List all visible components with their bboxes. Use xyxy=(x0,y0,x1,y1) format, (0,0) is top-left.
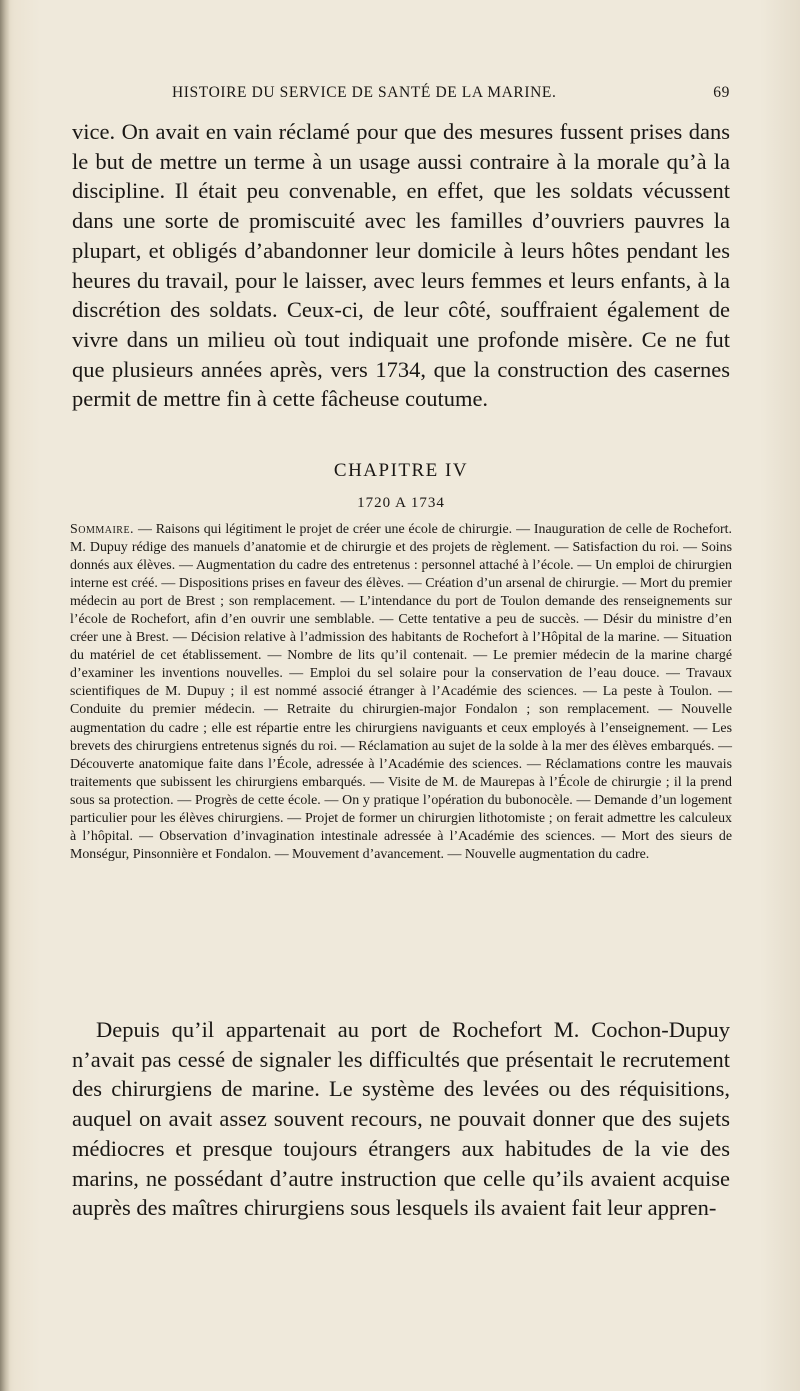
chapter-summary xyxy=(70,521,732,864)
page-gutter-shadow xyxy=(0,0,10,1391)
chapter-title: CHAPITRE IV xyxy=(333,460,469,481)
body-paragraph-1: vice. On avait en vain réclamé pour que des mesures fussent prises dans le but de mettre un terme à un usage aussi contraire à la morale qu’à la discipline. Il était peu convenable, en effet, que les soldats vécussent dans une sorte de promiscuité avec les familles d’ouvriers pauvres la plupart, et obligés d’abandonner leur domicile à leurs hôtes pendant les heures du travail, pour le laisser, avec leurs femmes et leurs enfants, à la discrétion des soldats. Ceux-ci, de leur côté, souffraient également de vivre dans un milieu où tout indiquait une profonde misère. Ce ne fut que plusieurs années après, vers 1734, que la construction des casernes permit de mettre fin à cette fâcheuse coutume. xyxy=(72,119,730,412)
page-number: 69 xyxy=(713,84,730,101)
summary-text: — Raisons qui légitiment le projet de créer une école de chirurgie. — Inauguration de celle de Rochefort. M. Dupuy rédige des manuels d’anatomie et de chirurgie et des projets de règlement. — Satisfaction du roi. — Soins donnés aux élèves. — Augmentation du cadre des entretenus : personnel attaché à l’école. — Un emploi de chirurgien interne est créé. — Dispositions prises en faveur des élèves. — Création d’un arsenal de chirurgie. — Mort du premier médecin au port de Brest ; son remplacement. — L’intendance du port de Toulon demande des renseignements sur l’école de Rochefort, afin d’en ouvrir une semblable. — Cette tentative a peu de succès. — Désir du ministre d’en créer une à Brest. — Décision relative à l’admission des habitants de Rochefort à l’Hôpital de la marine. — Situation du matériel de cet établissement. — Nombre de lits qu’il contenait. — Le premier médecin de la marine chargé d’examiner les inventions nouvelles. — Emploi du sel solaire pour la conservation de l’eau douce. — Travaux scientifiques de M. Dupuy ; il est nommé associé étranger à l’Académie des sciences. — La peste à Toulon. — Conduite du premier médecin. — Retraite du chirurgien-major Fondalon ; son remplacement. — Nouvelle augmentation du cadre ; elle est répartie entre les chirurgiens naviguants et ceux employés à l’enseignement. — Les brevets des chirurgiens entretenus signés du roi. — Réclamation au sujet de la solde à la mer des élèves embarqués. — Découverte anatomique faite dans l’École, adressée à l’Académie des sciences. — Réclamations contre les mauvais traitements que subissent les chirurgiens embarqués. — Visite de M. de Maurepas à l’École de chirurgie ; il la prend sous sa protection. — Progrès de cette école. — On y pratique l’opération du bubonocèle. — Demande d’un logement particulier pour les élèves chirurgiens. — Projet de former un chirurgien lithotomiste ; on ferait admettre les calculeux à l’hôpital. — Observation d’invagination intestinale adressée à l’Académie des sciences. — Mort des sieurs de Monségur, Pinsonnière et Fondalon. — Mouvement d’avancement. — Nouvelle augmentation du cadre. xyxy=(70,522,732,862)
summary-lead: Sommaire. xyxy=(70,522,135,537)
running-title: HISTOIRE DU SERVICE DE SANTÉ DE LA MARINE. xyxy=(172,84,557,101)
body-paragraph-2: Depuis qu’il appartenait au port de Rochefort M. Cochon-Dupuy n’avait pas cessé de signaler les difficultés que présentait le recrutement des chirurgiens de marine. Le système des levées ou des réquisitions, auquel on avait assez souvent recours, ne pouvait donner que des sujets médiocres et presque toujours étrangers aux habitudes de la vie des marins, ne possédant d’autre instruction que celle qu’ils avaient acquise auprès des maîtres chirurgiens sous lesquels ils avaient fait leur appren- xyxy=(72,1017,730,1221)
chapter-dates: 1720 A 1734 xyxy=(357,495,445,511)
running-header xyxy=(72,84,730,106)
